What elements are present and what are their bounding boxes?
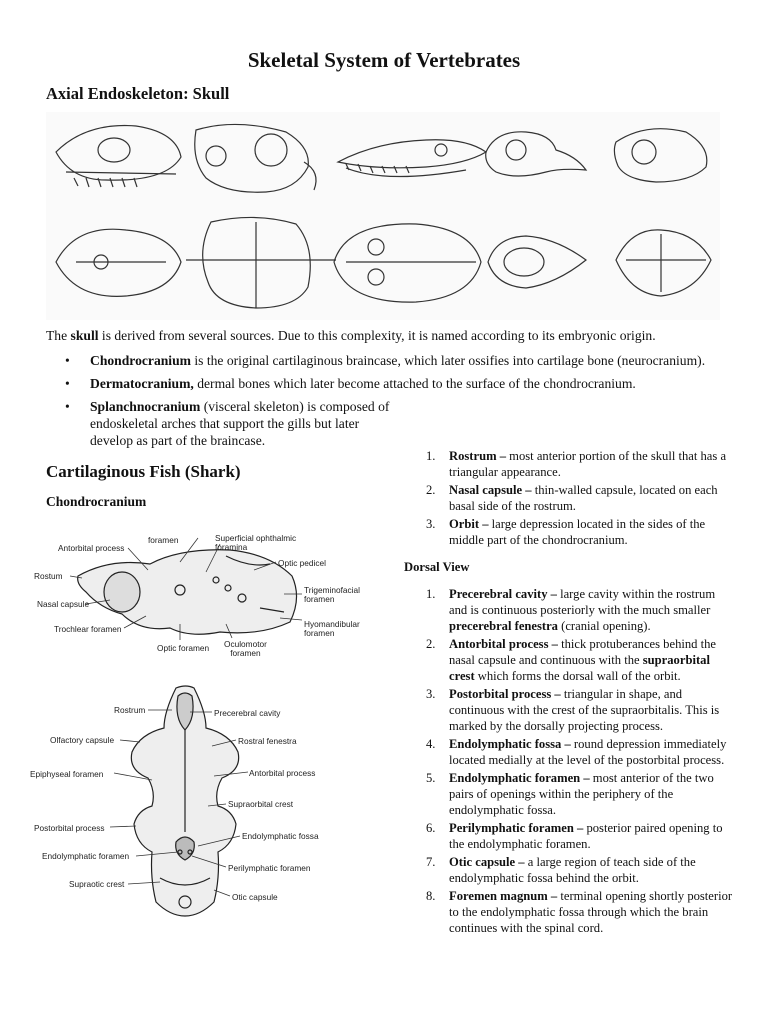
label-rostum: Rostum (34, 571, 63, 581)
list-term-secondary: precerebral fenestra (449, 619, 558, 633)
label-supraorbital-crest: Supraorbital crest (228, 799, 294, 809)
bullet-term: Splanchnocranium (90, 399, 201, 414)
label-rostral-fenestra: Rostral fenestra (238, 736, 297, 746)
list-item (404, 770, 734, 818)
intro-text-post: is derived from several sources. Due to this complexity, it is named according to its embryonic origin. (98, 328, 656, 343)
list-number: 3. (426, 687, 436, 701)
list-number: 4. (426, 737, 436, 751)
list-number: 1. (426, 449, 436, 463)
list-text-secondary: (cranial opening). (557, 619, 651, 633)
list-item (404, 636, 734, 684)
label-supraotic-crest: Supraotic crest (69, 879, 125, 889)
list-term: Otic capsule – (449, 855, 525, 869)
label-nasal-capsule: Nasal capsule (37, 599, 90, 609)
bullet-text: is the original cartilaginous braincase, which later ossifies into cartilage bone (neurocranium). (190, 353, 706, 368)
list-text: a large region of teach side of the endolymphatic fossa behind the orbit. (449, 855, 696, 885)
list-term: Rostrum – (449, 449, 507, 463)
list-term: Postorbital process – (449, 687, 561, 701)
list-text: posterior paired opening to the endolymphatic foramen. (449, 821, 723, 851)
label-otic-capsule: Otic capsule (232, 892, 278, 902)
list-item (404, 448, 734, 480)
section-heading-shark: Cartilaginous Fish (Shark) (46, 462, 241, 481)
list-item (404, 820, 734, 852)
dorsal-view-heading: Dorsal View (404, 560, 470, 574)
list-number: 8. (426, 889, 436, 903)
list-term: Nasal capsule – (449, 483, 532, 497)
label-optic-foramen: Optic foramen (157, 643, 210, 653)
list-text: large depression located in the sides of the middle part of the chondrocranium. (449, 517, 706, 547)
list-text: round depression immediately located medially at the level of the postorbital process. (449, 737, 727, 767)
subsection-heading-chondrocranium: Chondrocranium (46, 494, 147, 509)
list-item (404, 686, 734, 734)
label-olfactory-capsule: Olfactory capsule (50, 735, 115, 745)
list-item (404, 482, 734, 514)
list-number: 5. (426, 771, 436, 785)
list-text: thick protuberances behind the nasal capsule and continuous with the (449, 637, 716, 667)
label-hyomandibular: Hyomandibular foramen (304, 619, 360, 638)
dorsal-view-list (404, 586, 734, 938)
bullet-term: Dermatocranium, (90, 376, 194, 391)
list-text: most anterior portion of the skull that has a triangular appearance. (449, 449, 727, 479)
label-trigeminofacial: Trigeminofacial foramen (304, 585, 360, 604)
list-number: 2. (426, 483, 436, 497)
list-term: Orbit – (449, 517, 489, 531)
bullet-text: dermal bones which later become attached to the surface of the chondrocranium. (193, 376, 636, 391)
list-text: most anterior of the two pairs of openings within the periphery of the endolymphatic fossa. (449, 771, 714, 817)
list-item (404, 888, 734, 936)
label-trochlear-foramen: Trochlear foramen (54, 624, 122, 634)
list-item (404, 586, 734, 634)
list-item (404, 736, 734, 768)
skull-parts-list (404, 448, 734, 550)
label-endolymphatic-fossa: Endolymphatic fossa (242, 831, 319, 841)
label-endolymphatic-foramen: Endolymphatic foramen (42, 851, 130, 861)
list-text: triangular in shape, and continuous with the crest of the supraorbitalis. This is marked by the dorsally projecting process. (449, 687, 720, 733)
list-number: 7. (426, 855, 436, 869)
intro-text-pre: The (46, 328, 71, 343)
list-term: Foremen magnum – (449, 889, 558, 903)
list-number: 3. (426, 517, 436, 531)
list-term: Perilymphatic foramen – (449, 821, 584, 835)
list-number: 6. (426, 821, 436, 835)
list-item (404, 854, 734, 886)
list-term: Antorbital process – (449, 637, 558, 651)
intro-bold-skull: skull (70, 328, 99, 343)
list-number: 1. (426, 587, 436, 601)
label-oculomotor: Oculomotor foramen (224, 639, 267, 658)
label-epiphyseal-foramen: Epiphyseal foramen (30, 769, 104, 779)
list-item (404, 516, 734, 548)
label-antorbital-process-dorsal: Antorbital process (249, 768, 316, 778)
list-text: terminal opening shortly posterior to the endolymphatic fossa through which the brain continues with the spinal cord. (449, 889, 733, 935)
list-text: large cavity within the rostrum and is continuous posteriorly with the much smaller (449, 587, 716, 617)
list-number: 2. (426, 637, 436, 651)
label-precerebral-cavity: Precerebral cavity (214, 708, 281, 718)
list-text-secondary: which forms the dorsal wall of the orbit. (474, 669, 681, 683)
list-term: Endolymphatic fossa – (449, 737, 571, 751)
label-perilymphatic-foramen: Perilymphatic foramen (228, 863, 311, 873)
list-term-secondary: supraorbital crest (449, 653, 710, 683)
list-text: thin-walled capsule, located on each basal side of the rostrum. (449, 483, 718, 513)
label-superficial-ophthalmic: Superficial ophthalmic foramina (215, 533, 297, 552)
section-heading-axial: Axial Endoskeleton: Skull (46, 84, 230, 103)
list-term: Precerebral cavity – (449, 587, 557, 601)
list-term: Endolymphatic foramen – (449, 771, 590, 785)
label-foramen: foramen (148, 535, 179, 545)
label-postorbital-process: Postorbital process (34, 823, 105, 833)
label-antorbital-process: Antorbital process (58, 543, 125, 553)
page-title: Skeletal System of Vertebrates (247, 48, 521, 72)
label-optic-pedicel: Optic pedicel (278, 558, 326, 568)
bullet-term: Chondrocranium (90, 353, 191, 368)
label-rostrum: Rostrum (114, 705, 146, 715)
bullet-text: (visceral skeleton) is composed of endoskeletal arches that support the gills but later develop as part of the braincase. (90, 399, 390, 448)
